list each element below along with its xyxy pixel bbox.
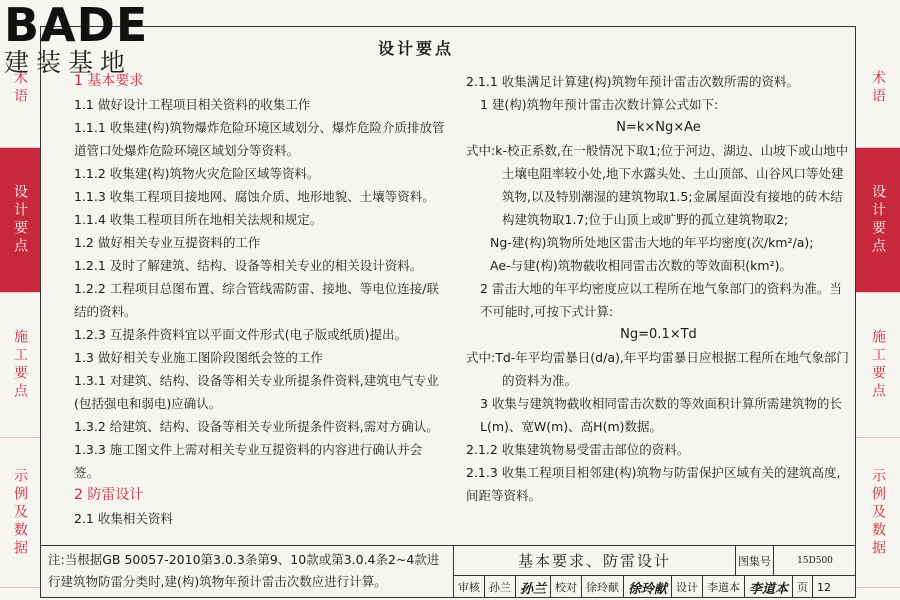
- clause: 2 雷击大地的年平均密度应以工程所在地气象部门的资料为准。当不可能时,可按下式计算:: [480, 281, 842, 319]
- logo-wordmark: BADE: [4, 0, 149, 52]
- clause: 3 收集与建筑物截收相同雷击次数的等效面积计算所需建筑物的长L(m)、宽W(m)、高H(m)数据。: [480, 396, 842, 434]
- checker-signature: 徐玲献: [624, 576, 672, 598]
- tab-design-points-right[interactable]: 设计要点: [856, 148, 900, 293]
- clause: 1.3.2 给建筑、结构、设备等相关专业所提条件资料,需对方确认。: [74, 419, 439, 434]
- tab-examples-data-right[interactable]: 示例及数据: [856, 438, 900, 588]
- clause: 2.1.3 收集工程项目相邻建(构)筑物与防雷保护区域有关的建筑高度,间距等资料。: [466, 465, 841, 503]
- formula-explanation: 式中:k-校正系数,在一般情况下取1;位于河边、湖边、山坡下或山地中土壤电阻率较小处,地下水露头处、土山顶部、山谷风口等处建筑物,以及特别潮湿的建筑物取1.5;金属屋面没有接地的砖木结构建筑物取1.7;位于山顶上或旷野的孤立建筑物取2;: [466, 143, 849, 227]
- left-text-column: [60, 70, 445, 530]
- design-label: 设计: [672, 576, 703, 598]
- atlas-number: 15D500: [797, 555, 833, 566]
- formula: Ng=0.1×Td: [620, 327, 697, 342]
- reviewer-name: 孙兰: [485, 576, 516, 598]
- title-block: [454, 545, 856, 598]
- clause: 2.1 收集相关资料: [74, 511, 173, 526]
- formula: N=k×Ng×Ae: [616, 120, 701, 135]
- clause: 1.1.2 收集建(构)筑物火灾危险区域等资料。: [74, 166, 320, 181]
- designer-name: 李道本: [703, 576, 745, 598]
- sheet-title: 基本要求、防雷设计: [454, 546, 736, 575]
- logo-subtitle: 建装基地: [4, 48, 133, 77]
- clause: 2.1.2 收集建筑物易受雷击部位的资料。: [466, 442, 690, 457]
- formula-explanation: Ae-与建(构)筑物截收相同雷击次数的等效面积(km²)。: [490, 258, 792, 273]
- clause: 1.2.3 互提条件资料宜以平面文件形式(电子版或纸质)提出。: [74, 327, 408, 342]
- right-text-column: [466, 70, 851, 507]
- designer-signature: 李道本: [745, 576, 793, 598]
- brand-logo: [4, 2, 174, 86]
- formula-explanation: 式中:Td-年平均雷暴日(d/a),年平均雷暴日应根据工程所在地气象部门的资料为准。: [466, 350, 849, 388]
- clause: 1.1.4 收集工程项目所在地相关法规和规定。: [74, 212, 323, 227]
- review-label: 审核: [454, 576, 485, 598]
- section-heading: 2 防雷设计: [74, 487, 144, 503]
- left-section-tabs: [0, 28, 40, 588]
- page-number: 12: [817, 580, 832, 594]
- reviewer-signature: 孙兰: [516, 576, 551, 598]
- tab-terms-right[interactable]: 术语: [856, 28, 900, 148]
- clause: 1.2 做好相关专业互提资料的工作: [74, 235, 261, 250]
- check-label: 校对: [551, 576, 582, 598]
- formula-explanation: Ng-建(构)筑物所处地区雷击大地的年平均密度(次/km²/a);: [490, 235, 814, 250]
- page-label: 页: [793, 576, 813, 598]
- tab-construction-points-left[interactable]: 施工要点: [0, 293, 40, 438]
- page-title: 设计要点: [378, 39, 455, 58]
- clause: 1.3.3 施工图文件上需对相关专业互提资料的内容进行确认并会签。: [74, 442, 423, 480]
- clause: 1 建(构)筑物年预计雷击次数计算公式如下:: [480, 97, 719, 112]
- tab-terms-left[interactable]: 术语: [0, 28, 40, 148]
- clause: 1.1.1 收集建(构)筑物爆炸危险环境区域划分、爆炸危险介质排放管道管口处爆炸危险环境区域划分等资料。: [74, 120, 445, 158]
- tab-construction-points-right[interactable]: 施工要点: [856, 293, 900, 438]
- tab-examples-data-left[interactable]: 示例及数据: [0, 438, 40, 588]
- section-heading: 1 基本要求: [74, 73, 144, 89]
- footnote: 注:当根据GB 50057-2010第3.0.3条第9、10款或第3.0.4条2~4款进行建筑物防雷分类时,建(构)筑物年预计雷击次数应进行计算。: [40, 545, 454, 598]
- clause: 1.3.1 对建筑、结构、设备等相关专业所提条件资料,建筑电气专业(包括强电和弱电)应确认。: [74, 373, 439, 411]
- right-section-tabs: [856, 28, 900, 588]
- clause: 1.1 做好设计工程项目相关资料的收集工作: [74, 97, 311, 112]
- clause: 2.1.1 收集满足计算建(构)筑物年预计雷击次数所需的资料。: [466, 74, 800, 89]
- clause: 1.1.3 收集工程项目接地网、腐蚀介质、地形地貌、土壤等资料。: [74, 189, 435, 204]
- checker-name: 徐玲献: [582, 576, 624, 598]
- atlas-label: 图集号: [736, 546, 774, 575]
- clause: 1.2.1 及时了解建筑、结构、设备等相关专业的相关设计资料。: [74, 258, 423, 273]
- clause: 1.3 做好相关专业施工图阶段图纸会签的工作: [74, 350, 323, 365]
- tab-design-points-left[interactable]: 设计要点: [0, 148, 40, 293]
- clause: 1.2.2 工程项目总图布置、综合管线需防雷、接地、等电位连接/联结的资料。: [74, 281, 439, 319]
